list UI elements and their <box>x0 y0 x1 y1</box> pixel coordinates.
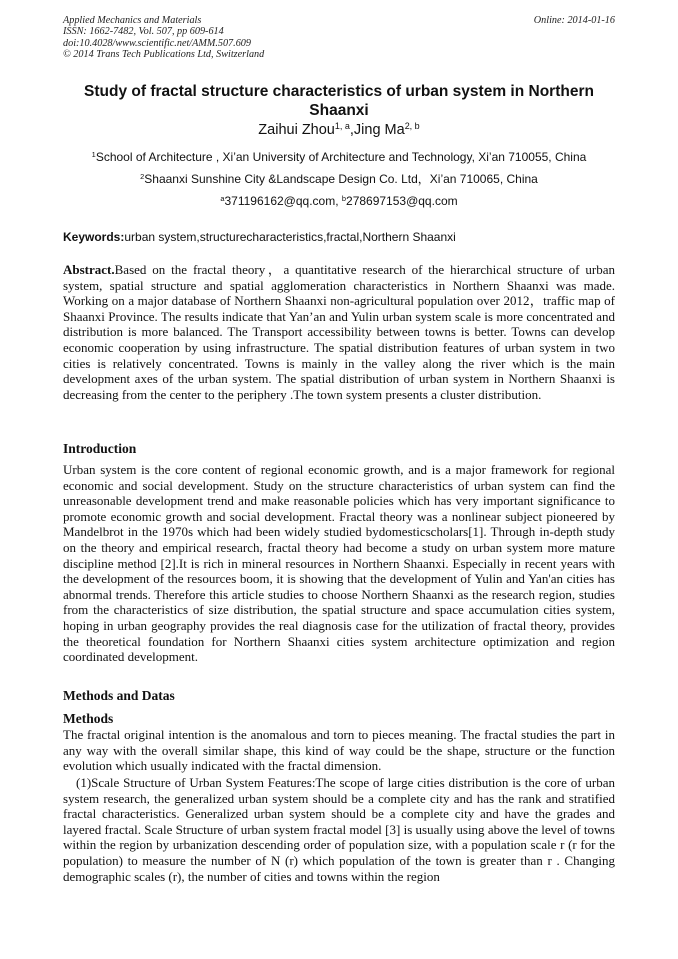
affiliation-mark: 2 <box>140 171 145 181</box>
copyright-line: © 2014 Trans Tech Publications Ltd, Switzerland <box>63 48 265 60</box>
keywords-label: Keywords: <box>63 230 125 244</box>
affiliation-text: School of Architecture , Xi’an University of Architecture and Technology, Xi’an 710055, China <box>95 150 587 164</box>
email-address: 371196162@qq.com, <box>224 194 342 208</box>
affiliation-mark: 1 <box>91 149 96 159</box>
methods-paragraph-1: The fractal original intention is the anomalous and torn to pieces meaning. The fractal studies the part in any way with the overall similar shape, this kind of way could be the shape, structure or the function evolution which usually indicated with the fractal dimension. <box>63 727 615 774</box>
email-mark: a <box>220 193 225 203</box>
introduction-text: Urban system is the core content of regional economic growth, and is a major framework for regional economic and social development. Study on the structure characteristics of urban system can find the unreasonable development trend and make reasonable policies which has very important significance to promote economic growth and social development. Fractal theory was a nonlinear subject pioneered by Mandelbrot in the 1970s which had been widely studied bydomesticscholars[1]. Through in-depth study on the theory and empirical research, fractal theory had become a study on urban system more mature discipline method [2].It is rich in mineral resources in Northern Shaanxi. Especially in recent years with the development of the resources boom, it is showing that the development of Yulin and Yan'an cities has abnormal trends. Therefore this article studies to choose Northern Shaanxi as the research region, studies from the characteristics of size distribution, the spatial structure and space accumulation cities system, hoping in urban geography provides the real diagnosis case for the utilization of fractal theory, provides the theoretical foundation for Northern Shaanxi cities system architecture optimization and region coordinated development. <box>63 462 615 665</box>
author-affiliation-mark: 2, b <box>404 121 420 132</box>
author-affiliation-mark: 1, a <box>334 121 350 132</box>
doi-line: doi:10.4028/www.scientific.net/AMM.507.609 <box>63 37 251 49</box>
author-separator: , <box>349 122 354 138</box>
affiliation-1 <box>63 150 615 165</box>
affiliation-text: Shaanxi Sunshine City &Landscape Design Co. Ltd，Xi’an 710065, China <box>144 172 538 186</box>
keywords <box>63 230 615 245</box>
introduction-heading: Introduction <box>63 441 137 456</box>
abstract-text: Based on the fractal theory，a quantitative research of the hierarchical structure of urban system, spatial structure and spatial agglomeration characteristics in Northern Shaanxi was made. Working on a major database of Northern Shaanxi non-agricultural population over 2012，traffic map of Shaanxi Province. The results indicate that Yan’an and Yulin urban system scale is more concentrated and distribution is more balanced. The Transport accessibility between towns is better. Towns can develop economic cooperation by using infrastructure. The spatial distribution features of urban system in two cities is relatively concentrated. Towns is mainly in the valley along the river which is the main development axes of the urban system. The spatial distribution of urban system in Northern Shaanxi is decreasing from the center to the periphery .The town system presents a cluster distribution. <box>63 262 615 402</box>
email-line <box>63 194 615 209</box>
author-name: Jing Ma <box>353 122 405 138</box>
journal-name: Applied Mechanics and Materials <box>63 15 202 26</box>
methods-subheading: Methods <box>63 711 114 726</box>
paper-title: Study of fractal structure characteristics of urban system in Northern Shaanxi <box>84 83 594 119</box>
online-date: Online: 2014-01-16 <box>533 15 615 26</box>
email-address: 278697153@qq.com <box>346 194 458 208</box>
author-name: Zaihui Zhou <box>258 122 335 138</box>
abstract <box>63 262 615 402</box>
affiliation-2 <box>63 172 615 187</box>
journal-header <box>63 15 615 60</box>
methods-datas-heading: Methods and Datas <box>63 688 175 703</box>
author-line <box>63 121 615 139</box>
methods-paragraph-2: (1)Scale Structure of Urban System Features:The scope of large cities distribution is the core of urban system research, the generalized urban system should be a complete city and has the rank and stratified fractal characteristics. Generalized urban system should be a complete city and have the grades and layered fractal. Scale Structure of urban system fractal model [3] is usually using above the level of towns within the region by urbanization descending order of population size, with a population scale r (r for the population) to measure the number of N (r) which population of the town is greater than r . Changing demographic scales (r), the number of cities and towns within the region <box>63 775 615 884</box>
issn-line: ISSN: 1662-7482, Vol. 507, pp 609-614 <box>63 26 224 38</box>
abstract-label: Abstract. <box>63 262 115 277</box>
keywords-text: urban system,structurecharacteristics,fractal,Northern Shaanxi <box>124 230 456 244</box>
email-mark: b <box>341 193 347 203</box>
